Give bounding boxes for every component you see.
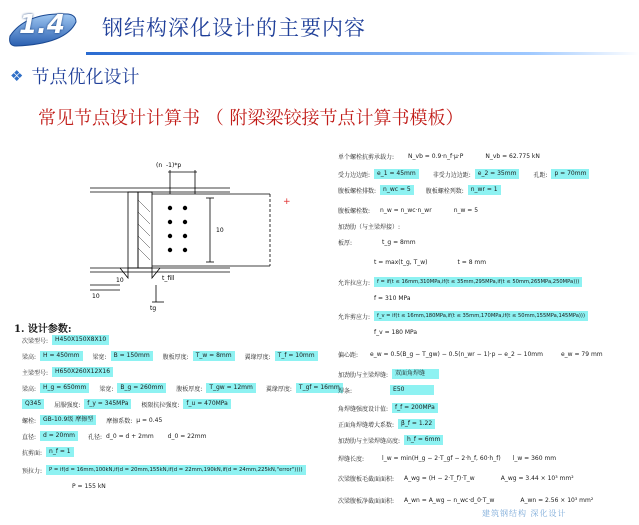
calc-row	[338, 418, 435, 430]
dim-h: 10	[216, 227, 224, 234]
text-value: 腹板厚度:	[162, 353, 189, 361]
calc-row	[338, 204, 478, 216]
calc-row	[338, 220, 400, 232]
calc-row	[338, 310, 588, 322]
document-title: 常见节点设计计算书 （ 附梁梁铰接节点计算书模板）	[38, 108, 464, 129]
text-value: 加劲肋（与主梁焊接）:	[338, 223, 401, 231]
param-row	[22, 414, 162, 426]
calc-row	[338, 368, 439, 380]
text-value: n_w = n_wc·n_wr	[380, 206, 432, 214]
text-value[interactable]: T_f = 10mm	[275, 351, 318, 361]
param-row	[22, 350, 318, 362]
text-value[interactable]: h_f = 6mm	[404, 435, 443, 445]
text-value[interactable]: β_f = 1.22	[398, 419, 435, 429]
text-value: 焊缝长度:	[338, 455, 365, 463]
cursor-marker: +	[283, 197, 291, 207]
text-value: f = 310 MPa	[374, 294, 411, 302]
text-value: P = 155 kN	[72, 482, 106, 490]
text-value: 预拉力:	[22, 467, 43, 475]
subheading-text: 节点优化设计	[31, 67, 140, 88]
calc-row	[338, 236, 416, 248]
calc-row	[338, 494, 593, 506]
text-value[interactable]: GB-10.9级 摩擦型	[40, 415, 96, 425]
calc-row	[370, 256, 486, 268]
text-value[interactable]: H_g = 650mm	[40, 383, 89, 393]
text-value: 板厚:	[338, 239, 353, 247]
calc-row	[338, 276, 582, 288]
text-value: N_vb = 62.775 kN	[485, 152, 540, 160]
text-value: 正面角焊缝增大系数:	[338, 421, 395, 429]
calc-row	[338, 384, 434, 396]
text-value: 焊条:	[338, 387, 353, 395]
text-value: A_wn = 2.56 × 10³ mm²	[520, 496, 594, 504]
text-value: 翼缘厚度:	[265, 385, 292, 393]
text-value: 主梁型号:	[22, 369, 49, 377]
text-value[interactable]: B_g = 260mm	[117, 383, 166, 393]
diamond-bullet-icon: ❖	[10, 67, 24, 85]
text-value: 梁高:	[22, 353, 37, 361]
text-value: 允许拉应力:	[338, 279, 371, 287]
text-value: 屈服强度:	[54, 401, 81, 409]
text-value[interactable]: n_f = 1	[46, 447, 74, 457]
text-value: f_v = 180 MPa	[374, 328, 418, 336]
text-value: 直径:	[22, 433, 37, 441]
dim-h2: t_fill	[162, 275, 175, 282]
param-row	[22, 382, 343, 394]
dim-side-2: 10	[92, 293, 100, 300]
slide-header	[0, 0, 639, 60]
text-value: l_w = min(H_g − 2·T_gf − 2·h_f, 60·h_f)	[382, 454, 501, 462]
subheading	[10, 64, 139, 88]
dim-side-1: 10	[116, 277, 124, 284]
param-row	[22, 430, 206, 442]
param-row	[22, 334, 109, 346]
dim-bottom: tg	[150, 305, 157, 312]
section-label: 1. 设计参数:	[14, 324, 72, 335]
text-value: A_wg = (H − 2·T_f)·T_w	[404, 474, 475, 482]
text-value: t = 8 mm	[457, 258, 487, 266]
text-value: A_wg = 3.44 × 10³ mm²	[500, 474, 574, 482]
calc-row	[370, 292, 411, 304]
text-value: d_0 = d + 2mm	[106, 432, 154, 440]
calc-row	[338, 348, 603, 360]
text-value[interactable]: H450X150X8X10	[52, 335, 109, 345]
text-value[interactable]: T_w = 8mm	[193, 351, 235, 361]
calc-row	[338, 150, 540, 162]
text-value: 次梁腹板净截面面积:	[338, 497, 395, 505]
text-value: 孔径:	[88, 433, 103, 441]
text-value[interactable]: H = 450mm	[40, 351, 83, 361]
calc-row	[370, 326, 417, 338]
text-value[interactable]: f_u = 470MPa	[183, 399, 230, 409]
text-value[interactable]: T_gw = 12mm	[206, 383, 256, 393]
text-value: 摩擦系数:	[106, 417, 133, 425]
calc-row	[338, 184, 501, 196]
text-value: t_g = 8mm	[382, 238, 416, 246]
text-value: 次梁腹板毛截面面积:	[338, 475, 395, 483]
text-value: n_w = 5	[453, 206, 479, 214]
text-value[interactable]: f_y = 345MPa	[84, 399, 131, 409]
joint-sketch	[60, 150, 290, 320]
text-value[interactable]: 双面角焊缝	[392, 369, 439, 379]
text-value: 单个螺栓抗剪承载力:	[338, 153, 395, 161]
dim-top-label: (n	[156, 162, 163, 169]
section-number: 1.4	[18, 10, 66, 40]
text-value: 翼缘厚度:	[244, 353, 271, 361]
text-value[interactable]: f_f = 200MPa	[392, 403, 438, 413]
param-row	[68, 480, 106, 492]
text-value: μ = 0.45	[136, 416, 163, 424]
text-value: 梁宽:	[92, 353, 107, 361]
text-value: e_w = 0.5(B_g − T_gw) − 0.5(n_wr − 1)·p − e_2 − 10mm	[370, 350, 543, 358]
text-value[interactable]: e_1 = 45mm	[374, 169, 419, 179]
text-value: 极限抗拉强度:	[141, 401, 180, 409]
text-value: 偏心距:	[338, 351, 359, 359]
text-value: 腹板螺栓排数:	[338, 187, 377, 195]
text-value[interactable]: p = 70mm	[551, 169, 589, 179]
text-value[interactable]: H650X260X12X16	[52, 367, 113, 377]
text-value[interactable]: T_gf = 16mm	[296, 383, 343, 393]
text-value: 螺栓:	[22, 417, 37, 425]
text-value: 孔距:	[533, 171, 548, 179]
calc-row	[338, 452, 556, 464]
text-value: d_0 = 22mm	[167, 432, 207, 440]
calc-row	[338, 402, 438, 414]
footer-watermark: 建筑钢结构 深化设计	[482, 509, 567, 518]
text-value: 角焊缝强度设计值:	[338, 405, 389, 413]
calc-row	[338, 434, 443, 446]
param-row	[22, 446, 74, 458]
header-divider	[86, 52, 639, 55]
text-value[interactable]: d = 20mm	[40, 431, 78, 441]
section-badge	[6, 6, 78, 50]
dim-top-label-2: -1)*p	[166, 162, 182, 169]
text-value[interactable]: n_wr = 1	[468, 185, 501, 195]
param-row	[22, 398, 231, 410]
text-value: e_w = 79 mm	[560, 350, 603, 358]
text-value[interactable]: f = if(t ≤ 16mm,310MPa,if(t ≤ 35mm,295MPa,if(t ≤ 50mm,265MPa,250MPa)))	[374, 277, 582, 287]
text-value: 次梁型号:	[22, 337, 49, 345]
text-value: l_w = 360 mm	[512, 454, 557, 462]
param-row	[22, 464, 306, 476]
text-value[interactable]: Q345	[22, 399, 44, 409]
page-title: 钢结构深化设计的主要内容	[102, 16, 366, 40]
text-value: 受力边边距:	[338, 171, 371, 179]
text-value: t = max(t_g, T_w)	[374, 258, 428, 266]
calc-row	[338, 168, 589, 180]
param-row	[22, 366, 113, 378]
text-value: 腹板螺栓列数:	[425, 187, 464, 195]
text-value[interactable]: e_2 = 35mm	[475, 169, 520, 179]
text-value[interactable]: B = 150mm	[111, 351, 153, 361]
text-value[interactable]: f_v = if(t ≤ 16mm,180MPa,if(t ≤ 35mm,170MPa,if(t ≤ 50mm,155MPa,145MPa)))	[374, 311, 588, 321]
text-value: A_wn = A_wg − n_wc·d_0·T_w	[404, 496, 495, 504]
text-value: 抗剪面:	[22, 449, 43, 457]
text-value: 腹板厚度:	[176, 385, 203, 393]
text-value: 加劲肋与主梁焊缝:	[338, 371, 389, 379]
text-value[interactable]: P = if(d = 16mm,100kN,if(d = 20mm,155kN,if(d = 22mm,190kN,if(d = 24mm,225kN,"error"))))	[46, 465, 306, 475]
text-value: 梁高:	[22, 385, 37, 393]
text-value: 梁宽:	[99, 385, 114, 393]
connection-drawing	[60, 150, 290, 320]
text-value: 允许剪应力:	[338, 313, 371, 321]
text-value: 加劲肋与主梁焊缝高度:	[338, 437, 401, 445]
text-value: 腹板螺栓数:	[338, 207, 371, 215]
text-value: 非受力边边距:	[432, 171, 471, 179]
text-value: N_vb = 0.9·n_f·μ·P	[408, 152, 464, 160]
text-value[interactable]: E50	[390, 385, 434, 395]
text-value[interactable]: n_wc = 5	[380, 185, 414, 195]
calc-row	[338, 472, 574, 484]
